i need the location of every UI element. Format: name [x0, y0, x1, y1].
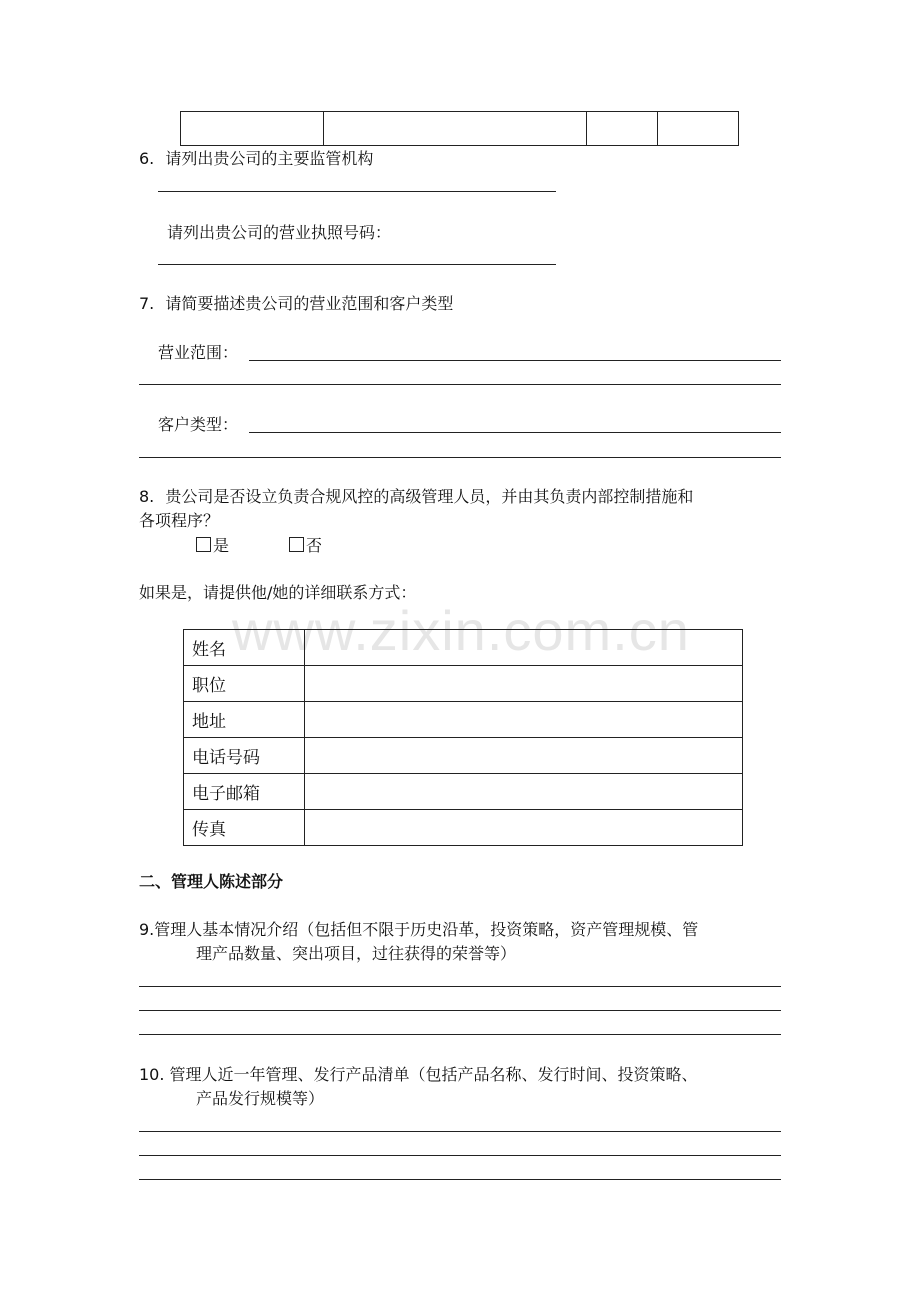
client-type-label: 客户类型： — [158, 415, 239, 434]
business-scope-line[interactable] — [249, 360, 781, 361]
contact-label: 地址 — [184, 702, 305, 738]
contact-followup-text: 如果是，请提供他/她的详细联系方式： — [139, 583, 417, 602]
question-6 — [139, 148, 373, 170]
contact-table — [183, 629, 743, 846]
yes-option[interactable] — [196, 535, 229, 557]
previous-table-row — [180, 111, 739, 146]
contact-label: 职位 — [184, 666, 305, 702]
regulator-answer-line[interactable] — [158, 191, 556, 192]
contact-value-cell[interactable] — [305, 702, 743, 738]
checkbox-icon[interactable] — [196, 537, 211, 552]
answer-line[interactable] — [139, 1010, 781, 1011]
table-cell[interactable] — [324, 112, 587, 146]
table-row — [184, 774, 743, 810]
question-text: 请简要描述贵公司的营业范围和客户类型 — [165, 294, 454, 313]
watermark: www.zixin.com.cn — [232, 599, 690, 662]
contact-label: 姓名 — [184, 630, 305, 666]
table-row — [184, 630, 743, 666]
no-option[interactable] — [289, 535, 322, 557]
contact-label: 电子邮箱 — [184, 774, 305, 810]
client-type-line-2[interactable] — [139, 457, 781, 458]
question-9-continued: 理产品数量、突出项目，过往获得的荣誉等） — [196, 944, 517, 963]
answer-line[interactable] — [139, 986, 781, 987]
question-9: 9.管理人基本情况介绍（包括但不限于历史沿革，投资策略，资产管理规模、管 — [139, 920, 699, 939]
question-text-continued: 各项程序？ — [139, 511, 220, 530]
table-cell[interactable] — [587, 112, 658, 146]
business-scope-line-2[interactable] — [139, 384, 781, 385]
table-cell[interactable] — [181, 112, 324, 146]
client-type-line[interactable] — [249, 432, 781, 433]
contact-value-cell[interactable] — [305, 774, 743, 810]
table-row — [184, 738, 743, 774]
license-number-prompt: 请列出贵公司的营业执照号码： — [167, 223, 392, 242]
business-scope-label: 营业范围： — [158, 343, 239, 362]
answer-line[interactable] — [139, 1131, 781, 1132]
no-label: 否 — [306, 536, 323, 555]
question-number: 8. — [139, 487, 155, 506]
contact-label: 传真 — [184, 810, 305, 846]
question-text: 请列出贵公司的主要监管机构 — [165, 149, 374, 168]
contact-value-cell[interactable] — [305, 630, 743, 666]
contact-value-cell[interactable] — [305, 810, 743, 846]
contact-label: 电话号码 — [184, 738, 305, 774]
table-row — [184, 810, 743, 846]
license-answer-line[interactable] — [158, 264, 556, 265]
contact-value-cell[interactable] — [305, 666, 743, 702]
question-8 — [139, 486, 693, 508]
table-row — [184, 702, 743, 738]
question-10: 10. 管理人近一年管理、发行产品清单（包括产品名称、发行时间、投资策略、 — [139, 1065, 698, 1084]
question-7 — [139, 293, 453, 315]
question-10-continued: 产品发行规模等） — [196, 1089, 325, 1108]
question-text: 贵公司是否设立负责合规风控的高级管理人员，并由其负责内部控制措施和 — [165, 487, 694, 506]
yes-label: 是 — [213, 536, 230, 555]
answer-line[interactable] — [139, 1179, 781, 1180]
answer-line[interactable] — [139, 1155, 781, 1156]
checkbox-icon[interactable] — [289, 537, 304, 552]
question-number: 7. — [139, 294, 155, 313]
table-cell[interactable] — [658, 112, 739, 146]
answer-line[interactable] — [139, 1034, 781, 1035]
section-title: 二、管理人陈述部分 — [139, 872, 284, 891]
table-row — [184, 666, 743, 702]
contact-value-cell[interactable] — [305, 738, 743, 774]
question-number: 6. — [139, 149, 155, 168]
